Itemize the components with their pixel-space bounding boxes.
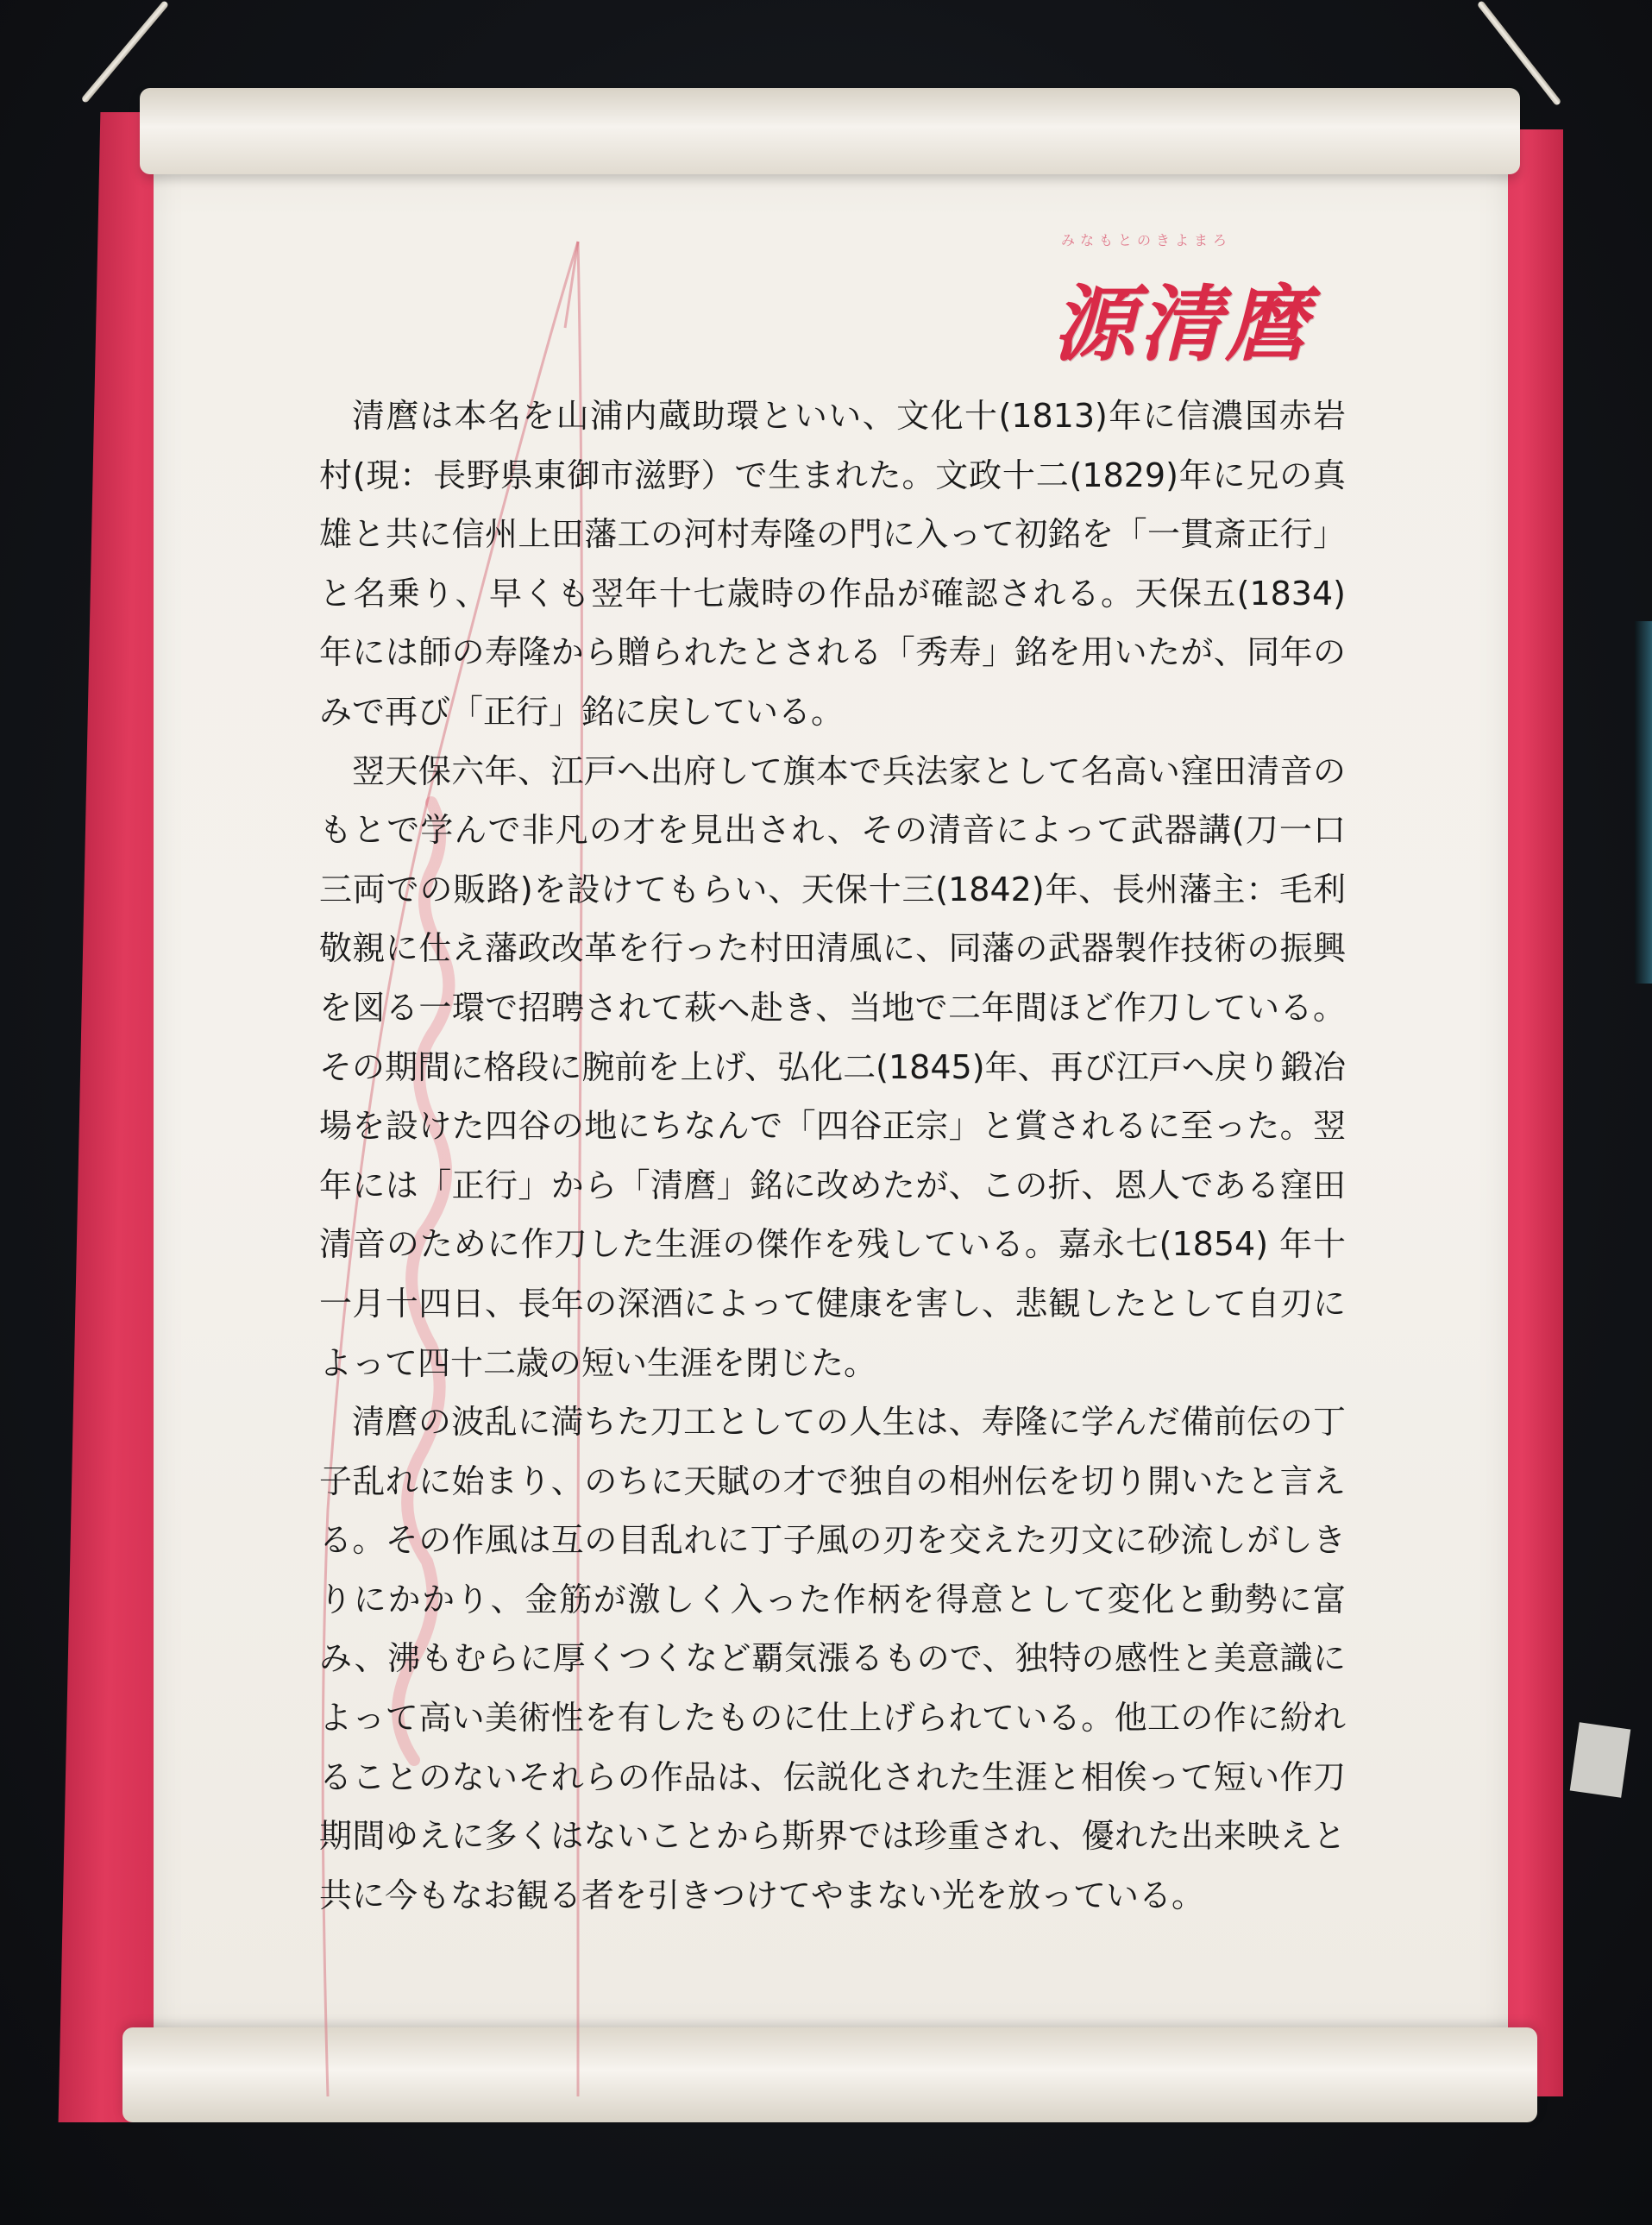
paragraph-1: 清麿は本名を山浦内蔵助環といい、文化十(1813)年に信濃国赤岩村(現：長野県東御市滋野）で生まれた。文政十二(1829)年に兄の真雄と共に信州上田藩工の河村寿隆の門に入って初銘を「一貫斎正行」と名乗り、早くも翌年十七歳時の作品が確認される。天保五(1834)年には師の寿隆から贈られたとされる「秀寿」銘を用いたが、同年のみで再び「正行」銘に戻している。 xyxy=(319,397,1346,731)
paragraph-2: 翌天保六年、江戸へ出府して旗本で兵法家として名高い窪田清音のもとで学んで非凡の才を見出され、その清音によって武器講(刀一口三両での販路)を設けてもらい、天保十三(1842)年、長州藩主：毛利敬親に仕え藩政改革を行った村田清風に、同藩の武器製作技術の振興を図る一環で招聘されて萩へ赴き、当地で二年間ほど作刀している。その期間に格段に腕前を上げ、弘化二(1845)年、再び江戸へ戻り鍛冶場を設けた四谷の地にちなんで「四谷正宗」と賞されるに至った。翌年には「正行」から「清麿」銘に改めたが、この折、恩人である窪田清音のために作刀した生涯の傑作を残している。嘉永七(1854) 年十一月十四日、長年の深酒によって健康を害し、悲観したとして自刃によって四十二歳の短い生涯を閉じた。 xyxy=(319,751,1346,1382)
tape-piece xyxy=(1570,1722,1631,1798)
sword-kissaki-line xyxy=(565,242,578,328)
paragraph-3: 清麿の波乱に満ちた刀工としての人生は、寿隆に学んだ備前伝の丁子乱れに始まり、のちに天賦の才で独自の相州伝を切り開いたと言える。その作風は互の目乱れに丁子風の刃を交えた刃文に砂流しがしきりにかかり、金筋が激しく入った作柄を得意として変化と動勢に富み、沸もむらに厚くつくなど覇気漲るもので、独特の感性と美意識によって高い美術性を有したものに仕上げられている。他工の作に紛れることのないそれらの作品は、伝説化された生涯と相俟って短い作刀期間ゆえに多くはないことから斯界では珍重され、優れた出来映えと共に今もなお観る者を引きつけてやまない光を放っている。 xyxy=(319,1403,1346,1914)
biography-text xyxy=(319,387,1346,1925)
adjacent-display-edge xyxy=(1635,621,1652,984)
title-ruby-reading: みなもとのきよまろ xyxy=(1061,232,1233,248)
scroll-title: 源清麿 xyxy=(1052,275,1311,373)
